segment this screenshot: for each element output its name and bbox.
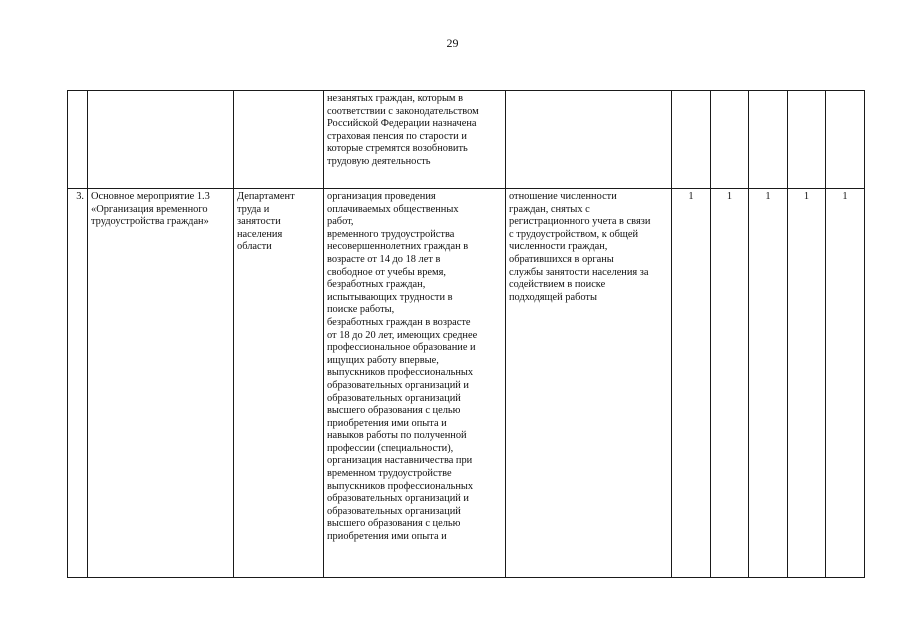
content-line: оплачиваемых общественных xyxy=(327,203,459,215)
content-line: испытывающих трудности в xyxy=(327,291,453,303)
content-line: выпускников профессиональных xyxy=(327,367,474,379)
value-cell: 1 xyxy=(749,189,788,578)
value-cell: 1 xyxy=(826,189,865,578)
executor-line: занятости xyxy=(237,216,281,228)
indicator-line: отношение численности xyxy=(509,191,617,202)
indicator xyxy=(506,189,672,578)
indicator-line: службы занятости населения за xyxy=(509,266,649,278)
indicator-line: граждан, снятых с xyxy=(509,203,590,215)
measure-line: «Организация временного xyxy=(91,203,208,215)
content-line: ищущих работу впервые, xyxy=(327,354,439,366)
value-cell: 1 xyxy=(672,189,711,578)
content-line: поиске работы, xyxy=(327,304,395,316)
program-table xyxy=(67,90,865,578)
content-line: навыков работы по полученной xyxy=(327,430,467,442)
cell-content-continued xyxy=(324,91,506,189)
content-line: от 18 до 20 лет, имеющих среднее xyxy=(327,329,478,341)
table-row-3 xyxy=(68,189,865,578)
cell-value-empty xyxy=(711,91,749,189)
indicator-line: с трудоустройством, к общей xyxy=(509,228,639,240)
measure-name xyxy=(88,189,234,578)
executor-line: труда и xyxy=(237,203,270,215)
indicator-line: численности граждан, xyxy=(509,241,608,253)
content-line: безработных граждан в возрасте xyxy=(327,316,471,328)
executor-line: населения xyxy=(237,228,283,240)
page-number: 29 xyxy=(446,36,459,50)
content-line: трудовую деятельность xyxy=(327,155,431,167)
content-line: организация проведения xyxy=(327,191,436,202)
content-line: приобретения ими опыта и xyxy=(327,531,447,543)
executor-line: области xyxy=(237,241,272,253)
cell-indicator-empty xyxy=(506,91,672,189)
content-line: временного трудоустройства xyxy=(327,228,455,240)
content-line: которые стремятся возобновить xyxy=(327,143,468,155)
cell-number-empty xyxy=(68,91,88,189)
content-line: образовательных организаций xyxy=(327,505,461,517)
content-line: профессиональное образование и xyxy=(327,342,476,354)
content-line: свободное от учебы время, xyxy=(327,266,446,278)
content-line: несовершеннолетних граждан в xyxy=(327,241,469,253)
executor-line: Департамент xyxy=(237,191,295,202)
indicator-line: подходящей работы xyxy=(509,291,597,303)
value-cell: 1 xyxy=(711,189,749,578)
cell-value-empty xyxy=(788,91,826,189)
value-cell: 1 xyxy=(788,189,826,578)
measure-content xyxy=(324,189,506,578)
indicator-line: обратившихся в органы xyxy=(509,253,614,265)
content-line: Российской Федерации назначена xyxy=(327,118,477,130)
indicator-line: содействием в поиске xyxy=(509,279,606,291)
cell-value-empty xyxy=(749,91,788,189)
measure-line: Основное мероприятие 1.3 xyxy=(91,191,210,202)
content-line: приобретения ими опыта и xyxy=(327,417,447,429)
content-line: выпускников профессиональных xyxy=(327,480,474,492)
content-line: незанятых граждан, которым в xyxy=(327,93,464,104)
cell-value-empty xyxy=(672,91,711,189)
cell-value-empty xyxy=(826,91,865,189)
content-line: возрасте от 14 до 18 лет в xyxy=(327,253,441,265)
content-line: образовательных организаций и xyxy=(327,493,469,505)
content-line: соответствии с законодательством xyxy=(327,105,479,117)
row-number: 3. xyxy=(68,189,88,578)
content-line: организация наставничества при xyxy=(327,455,473,467)
executor xyxy=(234,189,324,578)
content-line: работ, xyxy=(327,216,354,228)
cell-measure-empty xyxy=(88,91,234,189)
cell-executor-empty xyxy=(234,91,324,189)
measure-line: трудоустройства граждан» xyxy=(91,216,209,228)
content-line: образовательных организаций xyxy=(327,392,461,404)
content-line: профессии (специальности), xyxy=(327,442,454,454)
content-line: страховая пенсия по старости и xyxy=(327,130,467,142)
content-line: высшего образования с целью xyxy=(327,405,461,417)
content-line: образовательных организаций и xyxy=(327,379,469,391)
indicator-line: регистрационного учета в связи xyxy=(509,216,651,228)
content-line: безработных граждан, xyxy=(327,279,426,291)
content-line: временном трудоустройстве xyxy=(327,468,452,480)
table-row-continued xyxy=(68,91,865,189)
content-line: высшего образования с целью xyxy=(327,518,461,530)
